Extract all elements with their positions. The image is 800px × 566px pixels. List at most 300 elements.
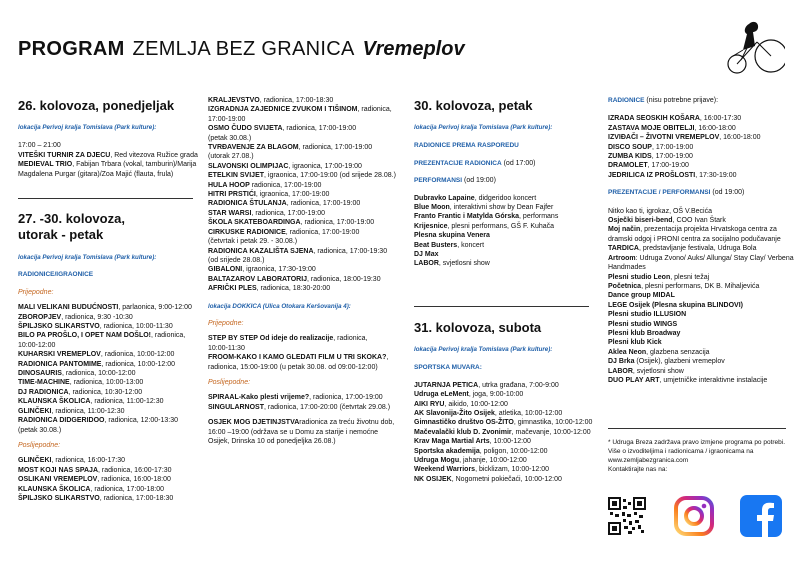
list-item (608, 263, 793, 272)
list-item-name: KUHARSKI VREMEPLOV (18, 351, 101, 359)
day1-line1-rest: , Red vitezova Ružice grada (110, 151, 198, 159)
list-item-detail: Handmades (608, 264, 646, 272)
list-item-detail: , radionica, 17:00-19:00 (285, 228, 360, 236)
list-item-detail: , radionica, 11:00-12:30 (51, 407, 125, 415)
list-item-detail: , radionica, 10:00-12:00 (101, 360, 176, 368)
list-item (208, 334, 403, 343)
list-item (208, 171, 403, 180)
facebook-icon[interactable] (740, 495, 782, 537)
list-item (18, 360, 198, 369)
column-2 (208, 96, 403, 446)
list-item (18, 416, 198, 425)
list-item (414, 437, 599, 446)
list-item-detail: , gimnastika, 10:00-12:00 (513, 419, 593, 427)
list-item-name: ŠPILJSKO SLIKARSTVO (18, 494, 100, 502)
list-item (208, 228, 403, 237)
list-item-detail: , radionica, 17:00-19:30 (313, 247, 388, 255)
note-4: Kontaktirajte nas na: (608, 466, 668, 473)
list-item (414, 222, 599, 231)
list-item-name: Blue Moon (414, 204, 450, 212)
list-item-detail: 10:00-12:00 (18, 341, 56, 349)
list-item-detail: , radionica, 16:00-17:30 (51, 457, 126, 465)
list-item-name: RADIONICA PANTOMIME (18, 360, 102, 368)
list-item-detail: , mačevanje, 10:00-12:00 (511, 428, 591, 436)
list-item (208, 124, 403, 133)
list-item (608, 225, 793, 234)
list-item (208, 181, 403, 190)
list-item-name: DINOSAURIS (18, 370, 62, 378)
list-item (608, 367, 793, 376)
col4-performers-list (608, 207, 793, 386)
qr-code-icon[interactable] (608, 497, 646, 535)
list-item (208, 218, 403, 227)
list-item-name: HITRI PRSTIĆI (208, 191, 256, 199)
list-item-name: Plesni klub Broadway (608, 329, 681, 337)
list-item (608, 376, 793, 385)
list-item (608, 216, 793, 225)
day3-title: 30. kolovoza, petak (414, 98, 533, 113)
list-item (18, 369, 198, 378)
list-item (18, 331, 198, 340)
header-program: PROGRAM (18, 38, 125, 60)
list-item-name: ETELKIN SVIJET (208, 172, 265, 180)
list-item-detail: , radionica, 17:00-19:00 (286, 200, 361, 208)
instagram-icon[interactable] (673, 495, 715, 537)
osjek-line1 (208, 418, 403, 427)
prijepodne-label: Prijepodne: (18, 288, 54, 296)
list-item-name: GLINČEKI (18, 407, 52, 415)
list-item-detail: , plesni performans, GŠ F. Kuhača (447, 222, 555, 230)
list-item (608, 133, 793, 142)
list-item (414, 231, 599, 240)
list-item-name: LABOR (414, 260, 439, 268)
list-item-detail: , radionica, 17:00-19:00 (298, 144, 373, 152)
list-item-name: Osječki biseri-bend (608, 217, 673, 225)
list-item-name: Dance group MIDAL (608, 292, 675, 300)
list-item-name: DJ RADIONICA (18, 388, 69, 396)
list-item (414, 250, 599, 259)
list-item-detail: , performans (519, 213, 559, 221)
list-item-detail: , igraonica, 17:00-19:00 (255, 191, 330, 199)
list-item (414, 381, 599, 390)
list-item-detail: , igraonica, 17:30-19:00 (242, 266, 316, 274)
page-header (18, 38, 465, 62)
list-item-name: STAR WARSI (208, 209, 252, 217)
list-item (608, 161, 793, 170)
list-item-name: NK OSIJEK (414, 475, 452, 483)
list-item (208, 209, 403, 218)
col4-workshop-list (608, 114, 793, 180)
list-item-detail: , svjetlosni show (438, 260, 490, 268)
list-item (208, 265, 403, 274)
list-item (608, 235, 793, 244)
list-item-name: AIKI RYU (414, 400, 445, 408)
col2-pm-list (208, 393, 403, 412)
col4-prez-label: PREZENTACIJE / PERFORMANSI (608, 189, 711, 197)
list-item (18, 341, 198, 350)
list-item-detail: , Nogometni pokiečaći, 10:00-12:00 (451, 475, 562, 483)
list-item-name: Beat Busters (414, 241, 458, 249)
list-item-detail: , radionica, 10:00-11:30 (99, 323, 173, 331)
list-item-name: IZVIĐAČI – ŽIVOTNI VREMEPLOV (608, 134, 720, 142)
col4-radionice-note: (nisu potrebne prijave): (644, 97, 719, 104)
list-item-detail: , 17:00-19:00 (651, 153, 693, 161)
list-item-name: CIRKUSKE RADIONICE (208, 228, 286, 236)
list-item-name: MOST KOJI NAS SPAJA (18, 466, 98, 474)
sport-label: SPORTSKA MUVARA: (414, 364, 482, 372)
header-subtitle: ZEMLJA BEZ GRANICA (132, 38, 355, 60)
day1-line1-bold: VITEŠKI TURNIR ZA DJECU (18, 151, 111, 159)
divider (18, 198, 193, 199)
list-item-name: Franto Frantic i Matylda Górska (414, 213, 520, 221)
list-item (208, 344, 403, 353)
column-3-lower (414, 320, 599, 484)
list-item (18, 313, 198, 322)
list-item-detail: , utrka građana, 7:00-9:00 (478, 381, 559, 389)
list-item (208, 199, 403, 208)
list-item-detail: , koncert (457, 241, 485, 249)
list-item (608, 310, 793, 319)
day2-title-2: utorak - petak (18, 227, 104, 242)
list-item-name: ZASTAVA MOJE OBITELJI (608, 124, 695, 132)
list-item (414, 409, 599, 418)
list-item (18, 388, 198, 397)
list-item-name: AFRIČKI PLES (208, 285, 257, 293)
note-3[interactable]: www.zemljabezgranica.com (608, 457, 689, 464)
list-item-detail: , glazbena senzacija (646, 348, 710, 356)
notes (608, 438, 793, 474)
day4-title: 31. kolovoza, subota (414, 320, 542, 335)
divider (608, 428, 786, 429)
list-item-name: RADIONICA KAZALIŠTA SJENA (208, 247, 314, 255)
list-item-name: ŠKOLA SKATEBOARDINGA (208, 219, 301, 227)
list-item-name: Plesni studio Leon (608, 273, 671, 281)
list-item-detail: , radionica, 12:00-13:30 (104, 417, 179, 425)
list-item (18, 378, 198, 387)
list-item-name: Weekend Warriors (414, 466, 476, 474)
list-item-detail: radionica, 17:00-19:00 (249, 181, 322, 189)
osjek-bold: OSJEK MOG DJETINJSTVA (208, 419, 300, 427)
list-item-name: DJ Brka (608, 358, 635, 366)
list-item (18, 303, 198, 312)
day1-line2-rest: , Fabijan Trbara (vokal, tamburin)/Marija (72, 161, 197, 169)
list-item (18, 485, 198, 494)
list-item-name: STEP BY STEP Od ideje do realizacije (208, 335, 334, 343)
day3-location: lokacija Perivoj kralja Tomislava (Park kulture): (414, 124, 553, 131)
bicycle-girl-logo-icon (723, 20, 785, 78)
list-item-name: ŠPILJSKO SLIKARSTVO (18, 323, 100, 331)
list-item (208, 115, 403, 124)
list-item-name: ZUMBA KIDS (608, 153, 652, 161)
list-item-name: Dubravko Lapaine (414, 194, 475, 202)
list-item-detail: , radionica, (357, 106, 392, 114)
am-list (18, 303, 198, 435)
list-item-detail: , igraonica, 17:00-19:00 (od srijede 28.08.) (264, 172, 396, 180)
list-item (414, 203, 599, 212)
col4-radionice-label: RADIONICE (608, 97, 645, 104)
list-item-name: Moj način (608, 226, 641, 234)
list-item-detail: , jahanje, 10:00-12:00 (459, 457, 527, 465)
day4-location: lokacija Perivoj kralja Tomislava (Park kulture): (414, 346, 553, 353)
list-item-detail: , radionica, 17:00-18:30 (99, 494, 174, 502)
poslijepodne-label: Poslijepodne: (18, 441, 61, 449)
list-item-detail: , radionica, 16:00-17:30 (98, 466, 172, 474)
note-1: * Udruga Breza zadržava pravo izmjene programa po potrebi. (608, 439, 786, 446)
list-item (208, 162, 403, 171)
list-item-name: JEDRILICA IZ PROŠLOSTI (608, 171, 696, 179)
list-item-detail: , 17:00-19:00 (647, 162, 689, 170)
list-item (208, 403, 403, 412)
list-item-name: Plesni studio ILLUSION (608, 311, 687, 319)
list-item-detail: (utorak 27.08.) (208, 153, 254, 161)
list-item-name: HULA HOOP (208, 181, 250, 189)
list-item (208, 393, 403, 402)
list-item (608, 338, 793, 347)
list-item-name: ZBOROPJEV (18, 313, 62, 321)
list-item-name: Sportska akademija (414, 447, 480, 455)
list-item-detail: , radionica, 17:00-19:00 (282, 125, 357, 133)
list-item-detail: , radionica, 17:00-19:00 (300, 219, 375, 227)
col4-radionice-row (608, 96, 793, 105)
list-item-detail: , radionica, (333, 335, 368, 343)
list-item-name: SINGULARNOST (208, 403, 264, 411)
list-item-name: Plesna skupina Venera (414, 232, 490, 240)
radionice-rasporedu: RADIONICE PREMA RASPOREDU (414, 142, 519, 150)
prezentacije-time: (od 17:00) (503, 159, 536, 167)
list-item-name: DRAMOLET (608, 162, 648, 170)
day1-line2 (18, 160, 198, 169)
header-subtitle-bold: Vremeplov (362, 38, 465, 60)
list-item-detail: , didgeridoo koncert (474, 194, 537, 202)
list-item-detail: , 16:00-17:30 (699, 115, 742, 123)
list-item-name: KLAUNSKA ŠKOLICA (18, 485, 91, 493)
column-4 (608, 96, 793, 385)
list-item (608, 301, 793, 310)
list-item-detail: (od srijede 28.08.) (208, 256, 265, 264)
osjek-line2: 16:00 –19:00 (održava se u Domu za starije i nemoćne (208, 428, 379, 436)
list-item (208, 247, 403, 256)
list-item (208, 143, 403, 152)
list-item (18, 494, 198, 503)
list-item (208, 190, 403, 199)
list-item (608, 357, 793, 366)
list-item-name: IZGRADNJA ZAJEDNICE ZVUKOM I TIŠINOM (208, 106, 358, 114)
list-item-name: BILO PA PROŠLO, I OPET NAM DOŠLO! (18, 332, 152, 340)
list-item (414, 418, 599, 427)
list-item (18, 456, 198, 465)
list-item-detail: 10:00-11:30 (208, 344, 245, 352)
list-item-detail: , 16:00-18:00 (719, 134, 761, 142)
dokkica-location: lokacija DOKKICA (Ulica Otokara Keršovanija 4): (208, 302, 351, 310)
list-item-name: FROOM-KAKO I KAMO GLEDATI FILM U TRI SKOKA? (208, 354, 387, 362)
list-item-name: TIME-MACHINE (18, 379, 70, 387)
workshop-list (208, 96, 403, 294)
list-item (18, 475, 198, 484)
day1-line2-bold: MEDIEVAL TRIO (18, 161, 73, 169)
list-item-name: RADIONICA ŠTULANJA (208, 200, 287, 208)
performers-list (414, 194, 599, 269)
list-item-detail: , radionica, 17:00-18:00 (90, 485, 165, 493)
list-item (608, 124, 793, 133)
prezentacije-row (414, 159, 599, 168)
list-item-detail: , radionica, 10:00-12:00 (100, 351, 175, 359)
list-item-detail: , plesni težaj (670, 273, 710, 281)
col4-prez-time: (od 19:00) (710, 189, 745, 197)
list-item-name: OSLIKANI VREMEPLOV (18, 476, 98, 484)
list-item-detail: (četvrtak i petak 29. - 30.08.) (208, 238, 298, 246)
day1-time: 17:00 – 21:00 (18, 142, 61, 150)
list-item-detail: , radionica, 17:00-20:00 (četvrtak 29.08.) (264, 403, 391, 411)
list-item-detail: radionica, 15:00-19:00 (u petak 30.08. od 09:00-12:00) (208, 363, 378, 371)
list-item-detail: 17:00-19:00 (208, 115, 246, 123)
list-item-detail: , radionica, 9:30 -10:30 (61, 313, 133, 321)
list-item (608, 244, 793, 253)
list-item-detail: , igraonica, 17:00-19:00 (288, 162, 362, 170)
day1-location: lokacija Perivoj kralja Tomislava (Park kulture): (18, 124, 157, 131)
list-item-name: DJ Max (414, 251, 439, 259)
col2-poslijepodne: Poslijepodne: (208, 378, 251, 386)
list-item-name: Krav Maga Martial Arts (414, 438, 490, 446)
list-item (208, 134, 403, 143)
list-item-detail: , radionica, 18:00-19:30 (307, 275, 381, 283)
list-item-name: DUO PLAY ART (608, 376, 660, 384)
list-item (414, 241, 599, 250)
list-item-detail: , 17:00-19:00 (651, 143, 694, 151)
list-item-detail: , aikido, 10:00-12:00 (444, 400, 508, 408)
performansi-row (414, 176, 599, 185)
list-item-detail: , svjetlosni show (632, 367, 684, 375)
list-item-detail: (petak 30.08.) (208, 134, 252, 142)
list-item-detail: , (386, 354, 389, 362)
list-item-detail: , interaktivni show by Dean Fajfer (449, 204, 554, 212)
list-item-name: Početnica (608, 282, 642, 290)
list-item-name: TARDICA (608, 245, 639, 253)
list-item (208, 284, 403, 293)
list-item (208, 96, 403, 105)
list-item (18, 466, 198, 475)
list-item-name: SPIRAAL-Kako plesti vrijeme? (208, 394, 310, 402)
list-item (414, 400, 599, 409)
list-item-detail: , radionica, 18:30-20:00 (256, 285, 331, 293)
col2-am-list (208, 334, 403, 372)
list-item (18, 322, 198, 331)
list-item-detail: (Osijek), glazbeni vremeplov (634, 358, 725, 366)
list-item-name: IZRADA SEOSKIH KOŠARA (608, 115, 700, 123)
day1-line3: Magdalena Purgar (gitara)/Zoa Majić (flauta, frula) (18, 170, 174, 178)
list-item-detail: , radionica, 16:00-18:00 (97, 476, 171, 484)
prezentacije-label: PREZENTACIJE RADIONICA (414, 159, 502, 167)
list-item (208, 152, 403, 161)
list-item-detail: , prezentacija projekta Hrvatskoga centra za (640, 226, 777, 234)
list-item-name: TVRĐAVENJE ZA BLAGOM (208, 144, 299, 152)
column-1-lower (18, 211, 198, 503)
day2-title-1: 27. -30. kolovoza, (18, 211, 125, 226)
col2-prijepodne: Prijepodne: (208, 319, 244, 327)
list-item (208, 275, 403, 284)
list-item-name: DISCO SOUP (608, 143, 652, 151)
column-3 (414, 98, 599, 269)
pm-list (18, 456, 198, 503)
list-item-detail: , parlaonica, 9:00-12:00 (118, 304, 192, 312)
list-item (608, 171, 793, 180)
list-item-name: Plesni klub Kick (608, 339, 662, 347)
list-item (414, 465, 599, 474)
list-item-detail: , plesni performans, DK B. Mihaljevića (641, 282, 760, 290)
list-item (608, 207, 793, 216)
list-item-detail: , joga, 9:00-10:00 (468, 391, 524, 399)
list-item-name: GLINČEKI (18, 457, 52, 465)
osjek-line3: Osijek, Drinska 10 od ponedjeljka 26.08.) (208, 438, 336, 445)
list-item-name: OSMO ČUDO SVIJETA (208, 125, 283, 133)
radionice-label: RADIONICE/IGRAONICE (18, 271, 94, 279)
day2-location: lokacija Perivoj kralja Tomislava (Park kulture): (18, 254, 157, 261)
list-item (18, 407, 198, 416)
list-item (414, 259, 599, 268)
osjek-rest: radionica za treću životnu dob, (299, 419, 395, 427)
list-item (208, 256, 403, 265)
list-item-name: Mačevalački klub D. Zvonimir (414, 428, 512, 436)
list-item-name: RADIONICA DIDGERIDOO (18, 417, 105, 425)
list-item (414, 212, 599, 221)
list-item-detail: , 16:00-18:00 (694, 124, 736, 132)
list-item-name: GIBALONI (208, 266, 243, 274)
list-item (208, 237, 403, 246)
list-item-name: Gimnastičko društvo OS-ŽITO (414, 419, 514, 427)
list-item-name: LABOR (608, 367, 633, 375)
list-item-detail: , radionica, 17:00-19:00 (309, 394, 383, 402)
list-item-detail: Nitko kao ti, igrokaz, OŠ V.Becića (608, 207, 713, 215)
list-item-detail: , 17:30-19:00 (695, 171, 737, 179)
list-item-detail: dramski odgoj i PRONI centra za socijalno podučavanje (608, 235, 781, 243)
list-item-name: SLAVONSKI OLIMPIJAC (208, 162, 289, 170)
list-item (18, 397, 198, 406)
list-item-detail: , 10:00-12:00 (489, 438, 531, 446)
list-item (414, 475, 599, 484)
list-item (414, 447, 599, 456)
list-item (608, 152, 793, 161)
list-item (608, 329, 793, 338)
list-item (608, 291, 793, 300)
note-2: Više o izvoditeljima i radionicama / igraonicama na (608, 448, 754, 455)
list-item (18, 350, 198, 359)
list-item-name: JUTARNJA PETICA (414, 381, 479, 389)
column-1 (18, 98, 198, 179)
list-item (608, 114, 793, 123)
list-item-detail: (petak 30.08.) (18, 426, 62, 434)
list-item (208, 363, 403, 372)
list-item-name: MALI VELIKANI BUDUĆNOSTI (18, 304, 119, 312)
list-item (18, 426, 198, 435)
list-item-detail: : Udruga Zvono/ Auks/ Allunga/ Stay Clay/ Verbena (635, 254, 794, 262)
list-item (414, 390, 599, 399)
list-item-detail: , umjetničke interaktivne instalacije (659, 376, 768, 384)
list-item (608, 320, 793, 329)
list-item (608, 273, 793, 282)
day1-line1 (18, 151, 198, 160)
list-item (608, 348, 793, 357)
list-item-detail: , radionica, 10:00-13:00 (69, 379, 144, 387)
list-item (414, 194, 599, 203)
col4-prez-row (608, 188, 793, 197)
performansi-time: (od 19:00) (463, 177, 496, 185)
list-item-name: Plesni studio WINGS (608, 320, 678, 328)
list-item-detail: , radionica, 10:30-12:00 (68, 388, 143, 396)
list-item (414, 456, 599, 465)
list-item (608, 282, 793, 291)
list-item-name: KLAUNSKA ŠKOLICA (18, 398, 91, 406)
list-item-detail: , poligon, 10:00-12:00 (479, 447, 548, 455)
list-item-detail: , radionica, 17:00-18:30 (259, 97, 334, 104)
